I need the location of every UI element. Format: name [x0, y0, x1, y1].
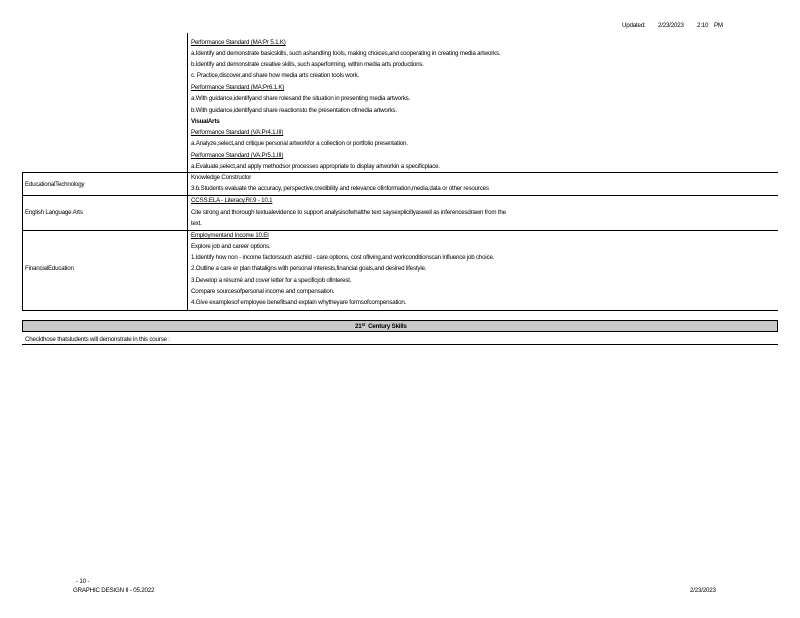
edtech-line-1: Knowledge Constructor — [191, 174, 252, 181]
updated-date: 2/23/2023 — [658, 22, 684, 29]
footer-course: GRAPHIC DESIGN II - 05.2022 — [73, 587, 155, 594]
ela-line-1: CCSS.ELA - Literacy.RI.9 - 10.1 — [191, 197, 273, 204]
ela-line-2: Cite strong and thorough textualevidence to support analysisofwhatthe text saysexplicitlyaswell as inferencesdrawn from the — [191, 209, 506, 216]
fined-line-4: 2.Outline a care er plan thataligns with personal interests,financial goals,and desired lifestyle. — [191, 265, 427, 272]
footer-page-number: - 10 - — [76, 578, 90, 585]
footer-date: 2/23/2023 — [690, 587, 716, 594]
edtech-line-2: 3.b.Students evaluate the accuracy, perspective,credibility and relevance ofinformation,media,data or other resources — [191, 185, 489, 192]
updated-label: Updated: — [622, 22, 646, 29]
fined-line-5: 3.Develop a résumé and cover letter for a specificjob ofinterest. — [191, 277, 352, 284]
skills-sup: st — [361, 322, 366, 327]
skills-bottom-line — [22, 344, 778, 345]
ps-va-2-a: a.Evaluate,select,and apply methodsor processes appropriate to display artworkin a specificplace. — [191, 163, 440, 170]
skills-header-title — [355, 323, 407, 330]
skills-prefix: 21 — [355, 323, 362, 330]
row-label-edtech: EducationalTechnology — [25, 181, 85, 188]
skills-instruction: Checkthose thatstudents will demonstrate in this course : — [25, 336, 170, 343]
skills-suffix: Century Skills — [368, 323, 407, 330]
ps-ma-2-a: a.With guidance,identifyand share rolesand the situation in presenting media artworks. — [191, 95, 411, 102]
ps-ma-1-c: c. Practice,discover,and share how media arts creation tools work. — [191, 72, 360, 79]
fined-line-6: Compare sourcesofpersonal income and compensation. — [191, 288, 335, 295]
row-separator — [22, 310, 778, 311]
ps-ma-1-a: a.Identify and demonstrate basicskills, such ashandling tools, making choices,and cooperating in creating media artworks. — [191, 50, 501, 57]
visual-arts-heading: VisualArts — [191, 118, 220, 125]
left-border — [22, 172, 23, 310]
fined-line-7: 4.Give examplesof employee benefitsand explain whytheyare formsofcompensation. — [191, 299, 407, 306]
row-separator — [22, 230, 778, 231]
row-separator — [22, 195, 778, 196]
ps-ma-2: Performance Standard (MA:Pr6.1.K) — [191, 84, 285, 91]
row-label-fined: FinancialEducation — [25, 265, 74, 272]
fined-line-3: 1.Identify how non - income factorssuch aschild - care options, cost ofliving,and workconditionscan influence job choice. — [191, 254, 495, 261]
ela-line-3: text. — [191, 220, 202, 227]
fined-line-2: Explore job and career options. — [191, 243, 271, 250]
row-label-ela: English Language Arts — [25, 209, 83, 216]
ps-va-2: Performance Standard (VA:Pr5.1.III) — [191, 152, 284, 159]
ps-va-1: Performance Standard (VA:Pr4.1.III) — [191, 129, 284, 136]
updated-time: 2:10 — [697, 22, 709, 29]
ps-ma-1-b: b.Identify and demonstrate creative skills, such asperforming, within media arts productions. — [191, 61, 424, 68]
row-separator — [22, 172, 778, 173]
ps-ma-2-b: b.With guidance,identifyand share reactionsto the presentation ofmedia artworks. — [191, 107, 397, 114]
ps-va-1-a: a.Analyze,select,and critique personal artworkfor a collection or portfolio presentation. — [191, 140, 408, 147]
fined-line-1: Employmentand Income 10.EI — [191, 232, 269, 239]
updated-ampm: PM — [714, 22, 723, 29]
ps-ma-1: Performance Standard (MA:Pr 5.1.K) — [191, 39, 286, 46]
